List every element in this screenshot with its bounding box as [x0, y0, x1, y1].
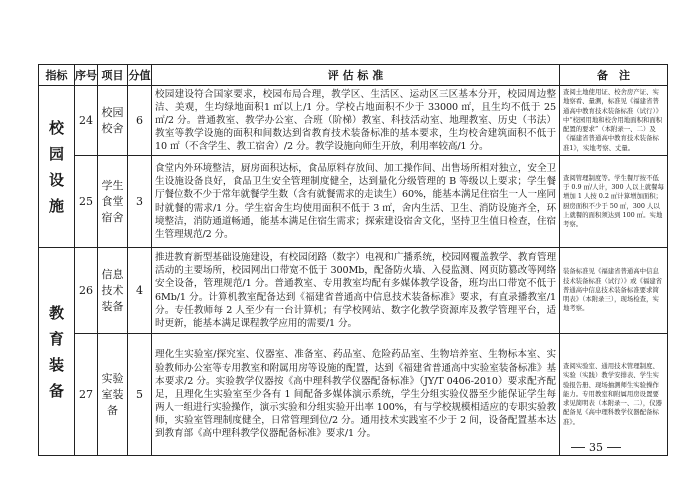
row-score: 5 [128, 334, 152, 456]
row-seq: 27 [75, 334, 98, 456]
evaluation-table [38, 64, 668, 456]
header-note: 备 注 [560, 65, 668, 86]
page-number-dash-right [607, 447, 621, 448]
row-standard: 食堂内外环境整洁，厨房面积达标，食品原料存放间、加工操作间、出售场所相对独立，安全卫生设施设备良好，食品卫生安全管理制度健全，达到量化分级管理的 B 等级以上要求；学生餐厅餐位数不少于常年就餐学生数（含有就餐需求的走读生）60%，能基本满足住宿生一人一座同时就餐的需求/1 分。学生宿舍生均使用面积不低于 3 ㎡，舍内生活、卫生、消防设施齐全，环境整洁，消防通道畅通，能基本满足住宿生需求；探索建设宿舍文化，坚持卫生值日检查，住宿生管理规范/2 分。 [152, 156, 560, 248]
row-score: 6 [128, 86, 152, 156]
table-row [39, 156, 668, 248]
page-number-text: 35 [589, 440, 603, 454]
row-note: 查阅实验室、通用技术管理制度、实验（实践）教学安排表、学生实验报告册、现场抽测师生实验操作能力。专用教室和附属用房设置要求见简明表（本附录一、二），仪器配备见《高中理科教学仪器配备标准》。 [560, 334, 668, 456]
row-score: 3 [128, 156, 152, 248]
row-seq: 26 [75, 248, 98, 334]
page-number-dash-left [571, 447, 585, 448]
row-note: 查阅土地使用证、校舍房产证、实地察看、量测，标准见《福建省普通高中教育技术装备标准（试行）》中“校园用地和校舍用地面积和面积配置的要求”（本附录一、二）及《福建省普通高中教育技术装备标准1》，实地考察、丈量。 [560, 86, 668, 156]
row-seq: 25 [75, 156, 98, 248]
row-note: 装备标准见《福建省普通高中信息技术装备标准（试行）》或《福建省普通高中信息技术装备标准要求简明表》（本附录三），现场检查，实地考察。 [560, 248, 668, 334]
row-standard: 校园建设符合国家要求，校园布局合理，教学区、生活区、运动区三区基本分开，校园周边整洁、美观，生均绿地面积1 ㎡以上/1 分。学校占地面积不少于 33000 ㎡，且生均不低于 25 ㎡/2 分。普通教室、教学办公室、合班（阶梯）教室、科技活动室、地理教室、历史（书法）教室等教学设施的面积和间数达到省教育技术装备标准的基本要求，生均校舍建筑面积不低于 10 ㎡（不含学生、教工宿舍）/2 分。教学设施向师生开放，利用率较高/1 分。 [152, 86, 560, 156]
category-education-equipment: 教 育 装 备 [39, 248, 75, 456]
row-item: 校园 校舍 [98, 86, 128, 156]
row-score: 4 [128, 248, 152, 334]
table-header-row [39, 65, 668, 86]
table-row [39, 334, 668, 456]
category-campus-facilities: 校 园 设 施 [39, 86, 75, 248]
row-note: 查阅管理制度等。学生餐厅按不低于 0.9 ㎡/人计，300 人以上就餐每增加 1 人按 0.2 ㎡计算增加面积；厨房面积不少于 50 ㎡，300 人以上就餐的面积须达到 100 ㎡。实地考察。 [560, 156, 668, 248]
header-indicator: 指标 [39, 65, 75, 86]
header-seq: 序号 [75, 65, 98, 86]
header-score: 分值 [128, 65, 152, 86]
row-standard: 理化生实验室/探究室、仪器室、准备室、药品室、危险药品室、生物培养室、生物标本室、实验教师办公室等专用教室和附属用房等设施的配置，达到《福建省普通高中实验室装备标准》基本要求/2 分。实验教学仪器按《高中理科教学仪器配备标准》（JY/T 0406-2010）要求配齐配足，且理化生实验室至少各有 1 间配备多媒体演示系统，学生分组实验仪器至少能保证学生每两人一组进行实验操作，演示实验和分组实验开出率 100%，有与学校规模相适应的专职实验教师，实验室管理制度健全，日常管理到位/2 分。通用技术实践室不少于 2 间，设备配置基本达到教育部《高中理科教学仪器配备标准》要求/1 分。 [152, 334, 560, 456]
table-row [39, 248, 668, 334]
row-item: 实验 室装 备 [98, 334, 128, 456]
row-item: 学生 食堂 宿舍 [98, 156, 128, 248]
row-seq: 24 [75, 86, 98, 156]
header-standard: 评 估 标 准 [152, 65, 560, 86]
header-item: 项目 [98, 65, 128, 86]
row-standard: 推进教育新型基础设施建设，有校园闭路（数字）电视和广播系统，校园网覆盖教学、教育管理活动的主要场所，校园网出口带宽不低于 300Mb，配备防火墙、入侵监测、网页防篡改等网络安全设备，管理规范/1 分。普通教室、专用教室均配有多媒体教学设备，班均出口带宽不低于 6Mb/1 分。计算机教室配备达到《福建省普通高中信息技术装备标准》要求，有直录播教室/1 分。专任教师每 2 人至少有一台计算机；有学校网站、数字化教学资源库及教学管理平台，适时更新，能基本满足课程教学应用的需要/1 分。 [152, 248, 560, 334]
page-number [557, 440, 635, 454]
table-row [39, 86, 668, 156]
row-item: 信息 技术 装备 [98, 248, 128, 334]
